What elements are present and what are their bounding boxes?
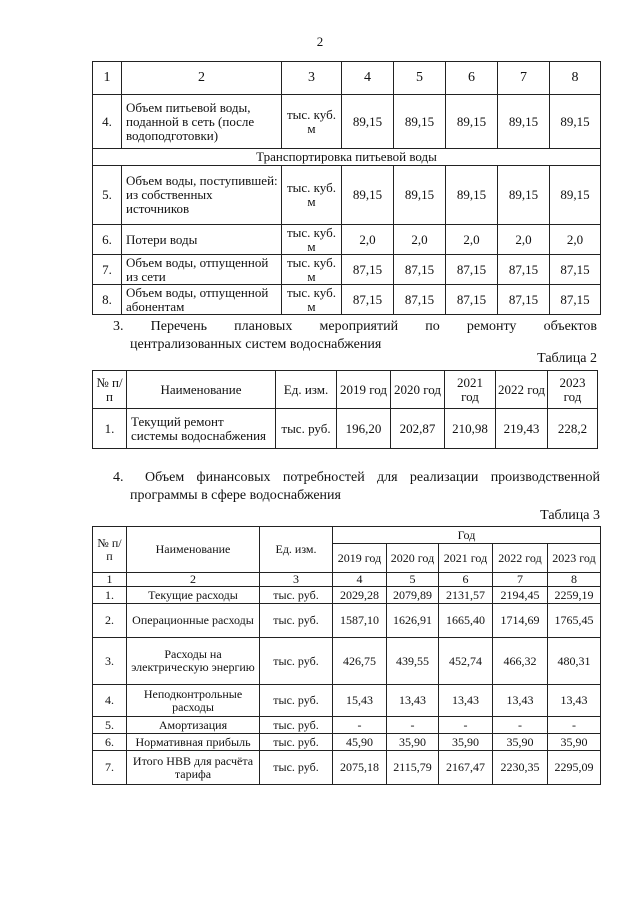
row-unit: тыс. руб. [260, 685, 333, 717]
value-cell: 426,75 [333, 638, 387, 685]
header-unit: Ед. изм. [276, 371, 337, 409]
row-name: Объем воды, отпущенной из сети [122, 255, 282, 285]
row-number: 6. [93, 734, 127, 751]
financial-needs-table [92, 526, 601, 785]
column-number: 1 [93, 573, 127, 587]
value-cell: 89,15 [394, 166, 446, 225]
row-name: Операционные расходы [127, 604, 260, 638]
header-year: 2020 год [387, 544, 439, 573]
row-number: 7. [93, 751, 127, 785]
value-cell: 87,15 [550, 285, 601, 315]
value-cell: 439,55 [387, 638, 439, 685]
value-cell: 2131,57 [439, 587, 493, 604]
value-cell: 89,15 [446, 166, 498, 225]
row-unit: тыс. руб. [260, 751, 333, 785]
row-unit: тыс. куб. м [282, 285, 342, 315]
row-unit: тыс. куб. м [282, 95, 342, 149]
header-year: 2023 год [548, 371, 598, 409]
table-row [93, 587, 601, 604]
value-cell: 89,15 [550, 95, 601, 149]
table-row [93, 604, 601, 638]
value-cell: 2,0 [394, 225, 446, 255]
value-cell: 89,15 [394, 95, 446, 149]
value-cell: 89,15 [498, 95, 550, 149]
value-cell: 45,90 [333, 734, 387, 751]
header-number: № п/п [93, 527, 127, 573]
row-unit: тыс. руб. [260, 587, 333, 604]
row-name: Объем питьевой воды, поданной в сеть (после водоподготовки) [122, 95, 282, 149]
header-year: 2022 год [493, 544, 548, 573]
value-cell: 2,0 [498, 225, 550, 255]
table-row [93, 734, 601, 751]
value-cell: 87,15 [446, 285, 498, 315]
page-number: 2 [316, 34, 324, 49]
column-number: 2 [127, 573, 260, 587]
row-name: Потери воды [122, 225, 282, 255]
header-year: 2019 год [337, 371, 391, 409]
table1-header-row [93, 62, 601, 95]
column-number: 3 [260, 573, 333, 587]
value-cell: 1626,91 [387, 604, 439, 638]
table-row [93, 255, 601, 285]
value-cell: 87,15 [550, 255, 601, 285]
table1-header-cell: 6 [446, 62, 498, 95]
column-number: 4 [333, 573, 387, 587]
row-unit: тыс. руб. [260, 734, 333, 751]
column-number: 6 [439, 573, 493, 587]
row-number: 7. [93, 255, 122, 285]
heading-word: мероприятий [319, 319, 399, 334]
value-cell: 1765,45 [548, 604, 601, 638]
table2-header-row [93, 371, 598, 409]
section-4-heading [113, 469, 600, 505]
value-cell: 1714,69 [493, 604, 548, 638]
value-cell: 87,15 [498, 285, 550, 315]
value-cell: 87,15 [446, 255, 498, 285]
row-unit: тыс. куб. м [282, 225, 342, 255]
column-number: 8 [548, 573, 601, 587]
header-name: Наименование [127, 527, 260, 573]
table1-header-cell: 7 [498, 62, 550, 95]
table1-header-cell: 3 [282, 62, 342, 95]
header-year-group: Год [333, 527, 601, 544]
value-cell: 87,15 [498, 255, 550, 285]
value-cell: - [333, 717, 387, 734]
table1-header-cell: 5 [394, 62, 446, 95]
heading-text: Объем финансовых потребностей для реализации производственной [145, 470, 600, 485]
row-number: 2. [93, 604, 127, 638]
value-cell: 35,90 [387, 734, 439, 751]
header-name: Наименование [127, 371, 276, 409]
value-cell: 13,43 [439, 685, 493, 717]
row-name: Текущий ремонт системы водоснабжения [127, 409, 276, 449]
section-number: 4. [113, 470, 124, 485]
value-cell: - [387, 717, 439, 734]
row-number: 5. [93, 717, 127, 734]
value-cell: 2115,79 [387, 751, 439, 785]
table-row [93, 638, 601, 685]
table3-colnum-row [93, 573, 601, 587]
value-cell: 196,20 [337, 409, 391, 449]
row-number: 3. [93, 638, 127, 685]
header-unit: Ед. изм. [260, 527, 333, 573]
value-cell: 210,98 [445, 409, 496, 449]
value-cell: 219,43 [496, 409, 548, 449]
header-year: 2022 год [496, 371, 548, 409]
value-cell: 87,15 [342, 255, 394, 285]
value-cell: 89,15 [342, 166, 394, 225]
heading-word: по [425, 319, 440, 334]
table3-header-row [93, 527, 601, 544]
value-cell: 1587,10 [333, 604, 387, 638]
value-cell: - [439, 717, 493, 734]
value-cell: 35,90 [493, 734, 548, 751]
table-row [93, 409, 598, 449]
row-number: 1. [93, 587, 127, 604]
value-cell: 2194,45 [493, 587, 548, 604]
value-cell: 13,43 [548, 685, 601, 717]
table-row [93, 95, 601, 149]
table1-header-cell: 4 [342, 62, 394, 95]
table-row [93, 285, 601, 315]
table1-header-cell: 2 [122, 62, 282, 95]
value-cell: 2230,35 [493, 751, 548, 785]
value-cell: 2295,09 [548, 751, 601, 785]
table-row [93, 166, 601, 225]
heading-line-2: программы в сфере водоснабжения [130, 488, 341, 503]
row-number: 4. [93, 95, 122, 149]
heading-line-1 [113, 469, 600, 487]
row-name: Итого НВВ для расчёта тарифа [127, 751, 260, 785]
row-name: Амортизация [127, 717, 260, 734]
row-unit: тыс. руб. [260, 638, 333, 685]
value-cell: 13,43 [493, 685, 548, 717]
value-cell: 228,2 [548, 409, 598, 449]
repair-plan-table [92, 370, 598, 449]
value-cell: 13,43 [387, 685, 439, 717]
header-year: 2021 год [445, 371, 496, 409]
row-number: 6. [93, 225, 122, 255]
value-cell: 35,90 [439, 734, 493, 751]
row-name: Нормативная прибыль [127, 734, 260, 751]
section-title: Транспортировка питьевой воды [93, 149, 601, 166]
heading-word: ремонту [466, 319, 517, 334]
value-cell: 2,0 [550, 225, 601, 255]
row-unit: тыс. куб. м [282, 166, 342, 225]
header-year: 2019 год [333, 544, 387, 573]
value-cell: 466,32 [493, 638, 548, 685]
value-cell: 87,15 [394, 285, 446, 315]
table-row [93, 751, 601, 785]
value-cell: 2167,47 [439, 751, 493, 785]
value-cell: 15,43 [333, 685, 387, 717]
table-3-label: Таблица 3 [540, 508, 600, 523]
row-name: Неподконтрольные расходы [127, 685, 260, 717]
section-row [93, 149, 601, 166]
value-cell: 2259,19 [548, 587, 601, 604]
section-number: 3. [113, 319, 124, 334]
row-name: Объем воды, поступившей: из собственных источников [122, 166, 282, 225]
table1-header-cell: 8 [550, 62, 601, 95]
heading-word: плановых [234, 319, 293, 334]
header-year: 2020 год [391, 371, 445, 409]
row-unit: тыс. руб. [260, 717, 333, 734]
value-cell: 2079,89 [387, 587, 439, 604]
row-unit: тыс. руб. [260, 604, 333, 638]
value-cell: 2,0 [446, 225, 498, 255]
value-cell: 89,15 [342, 95, 394, 149]
table-row [93, 225, 601, 255]
value-cell: 480,31 [548, 638, 601, 685]
value-cell: 89,15 [446, 95, 498, 149]
water-volume-table [92, 61, 601, 315]
value-cell: 89,15 [498, 166, 550, 225]
header-year: 2021 год [439, 544, 493, 573]
table1-header-cell: 1 [93, 62, 122, 95]
table-2-label: Таблица 2 [537, 351, 597, 366]
column-number: 7 [493, 573, 548, 587]
value-cell: 87,15 [394, 255, 446, 285]
table-row [93, 717, 601, 734]
value-cell: 1665,40 [439, 604, 493, 638]
value-cell: - [493, 717, 548, 734]
row-number: 4. [93, 685, 127, 717]
value-cell: - [548, 717, 601, 734]
value-cell: 202,87 [391, 409, 445, 449]
row-name: Расходы на электрическую энергию [127, 638, 260, 685]
value-cell: 2075,18 [333, 751, 387, 785]
value-cell: 2029,28 [333, 587, 387, 604]
row-unit: тыс. куб. м [282, 255, 342, 285]
heading-word: объектов [543, 319, 597, 334]
heading-word: Перечень [150, 319, 207, 334]
value-cell: 2,0 [342, 225, 394, 255]
value-cell: 89,15 [550, 166, 601, 225]
value-cell: 452,74 [439, 638, 493, 685]
heading-line-2: централизованных систем водоснабжения [130, 337, 382, 352]
row-number: 8. [93, 285, 122, 315]
row-name: Объем воды, отпущенной абонентам [122, 285, 282, 315]
header-number: № п/п [93, 371, 127, 409]
header-year: 2023 год [548, 544, 601, 573]
section-3-heading [113, 318, 597, 354]
row-unit: тыс. руб. [276, 409, 337, 449]
column-number: 5 [387, 573, 439, 587]
table-row [93, 685, 601, 717]
value-cell: 35,90 [548, 734, 601, 751]
row-name: Текущие расходы [127, 587, 260, 604]
row-number: 5. [93, 166, 122, 225]
row-number: 1. [93, 409, 127, 449]
value-cell: 87,15 [342, 285, 394, 315]
